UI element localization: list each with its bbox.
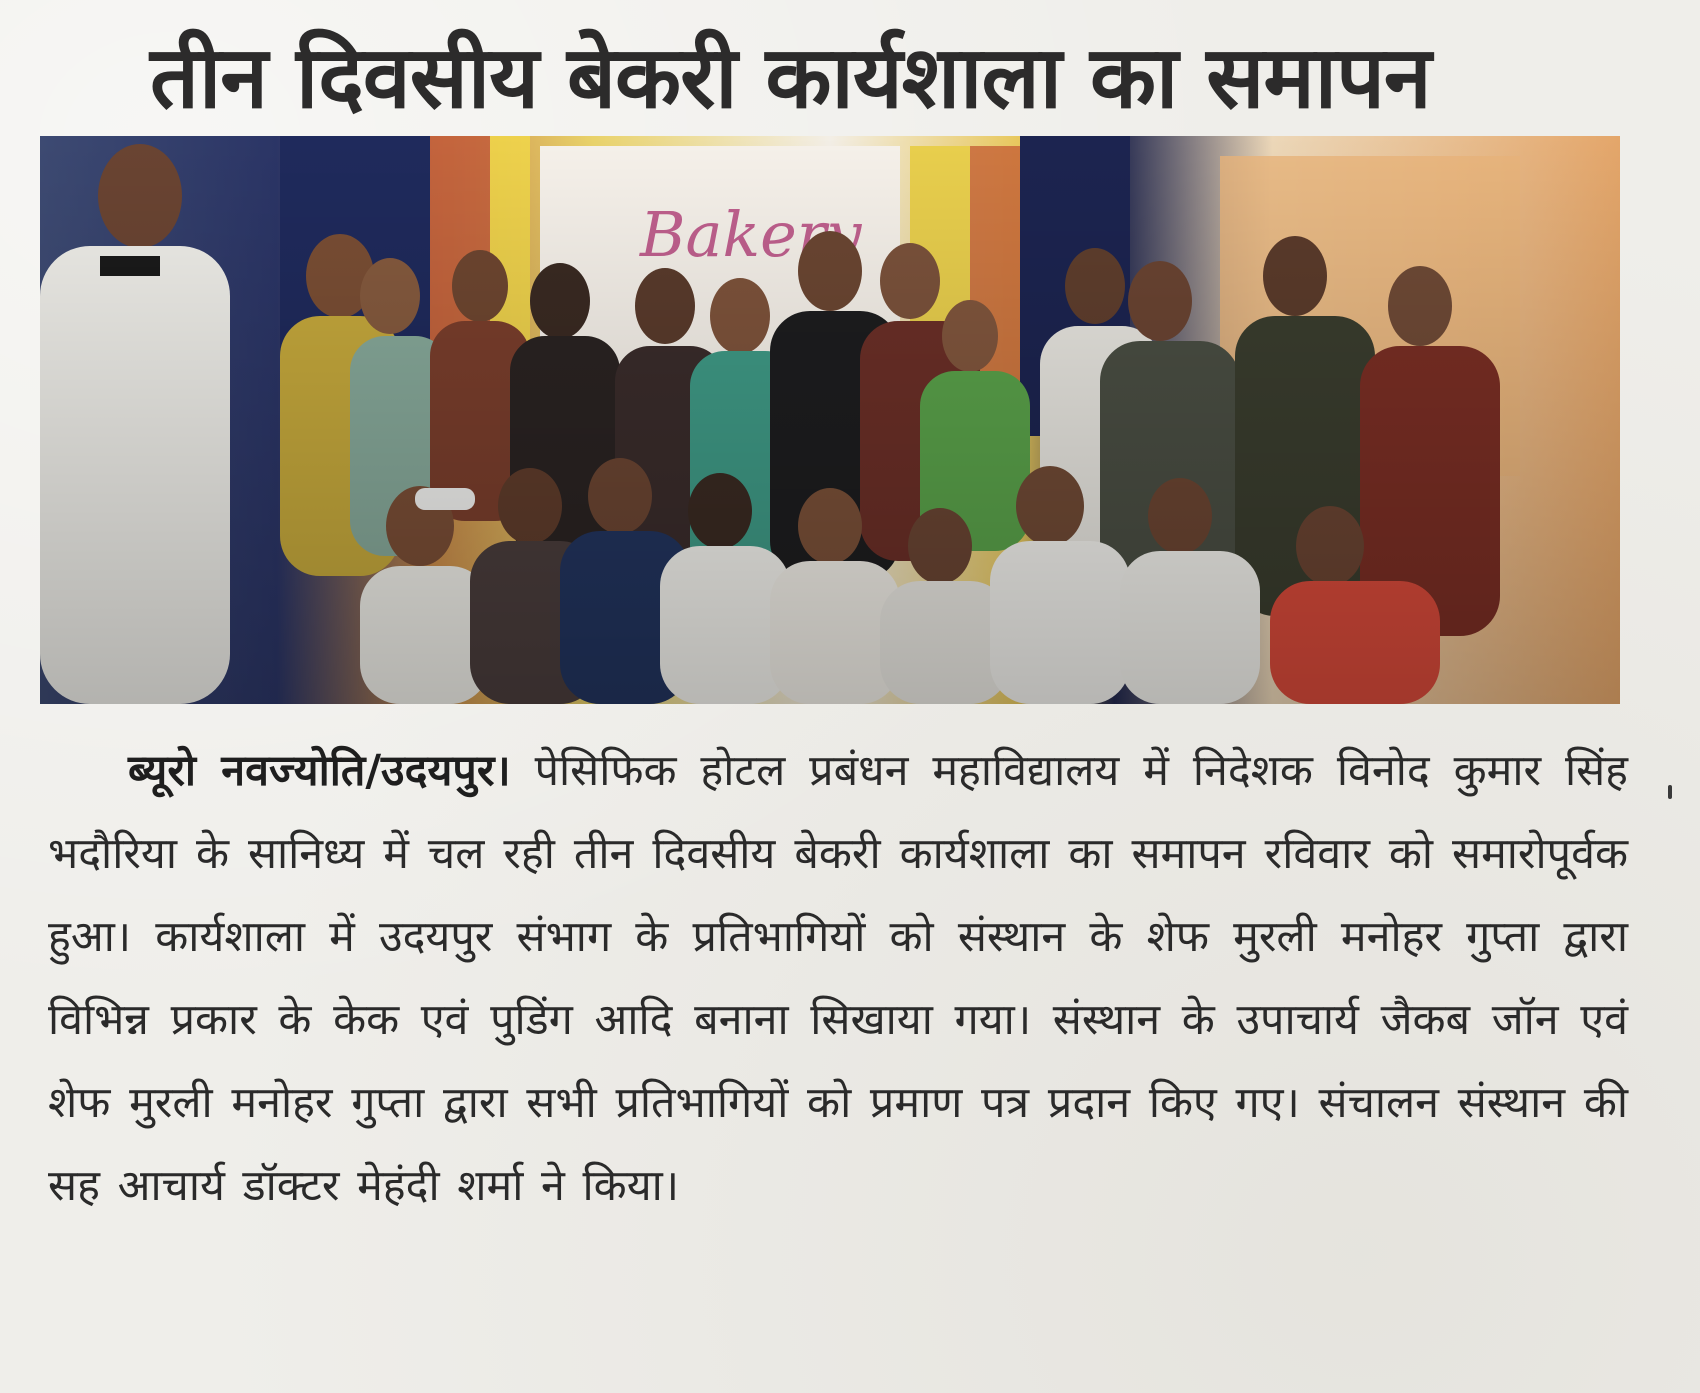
print-speck: [1668, 785, 1672, 799]
headline: तीन दिवसीय बेकरी कार्यशाला का समापन: [150, 28, 1431, 128]
group-photo: [40, 136, 1620, 704]
dateline: ब्यूरो नवज्योति/उदयपुर।: [128, 746, 511, 796]
article-text: [48, 730, 1628, 1370]
group-photo-icon: [40, 136, 1620, 704]
article-body: पेसिफिक होटल प्रबंधन महाविद्यालय में निदेशक विनोद कुमार सिंह भदौरिया के सानिध्य में चल रही तीन दिवसीय बेकरी कार्यशाला का समापन रविवार को समारोपूर्वक हुआ। कार्यशाला में उदयपुर संभाग के प्रतिभागियों को संस्थान के शेफ मुरली मनोहर गुप्ता द्वारा विभिन्न प्रकार के केक एवं पुडिंग आदि बनाना सिखाया गया। संस्थान के उपाचार्य जैकब जॉन एवं शेफ मुरली मनोहर गुप्ता द्वारा सभी प्रतिभागियों को प्रमाण पत्र प्रदान किए गए। संचालन संस्थान की सह आचार्य डॉक्टर मेहंदी शर्मा ने किया।: [48, 746, 1628, 1211]
